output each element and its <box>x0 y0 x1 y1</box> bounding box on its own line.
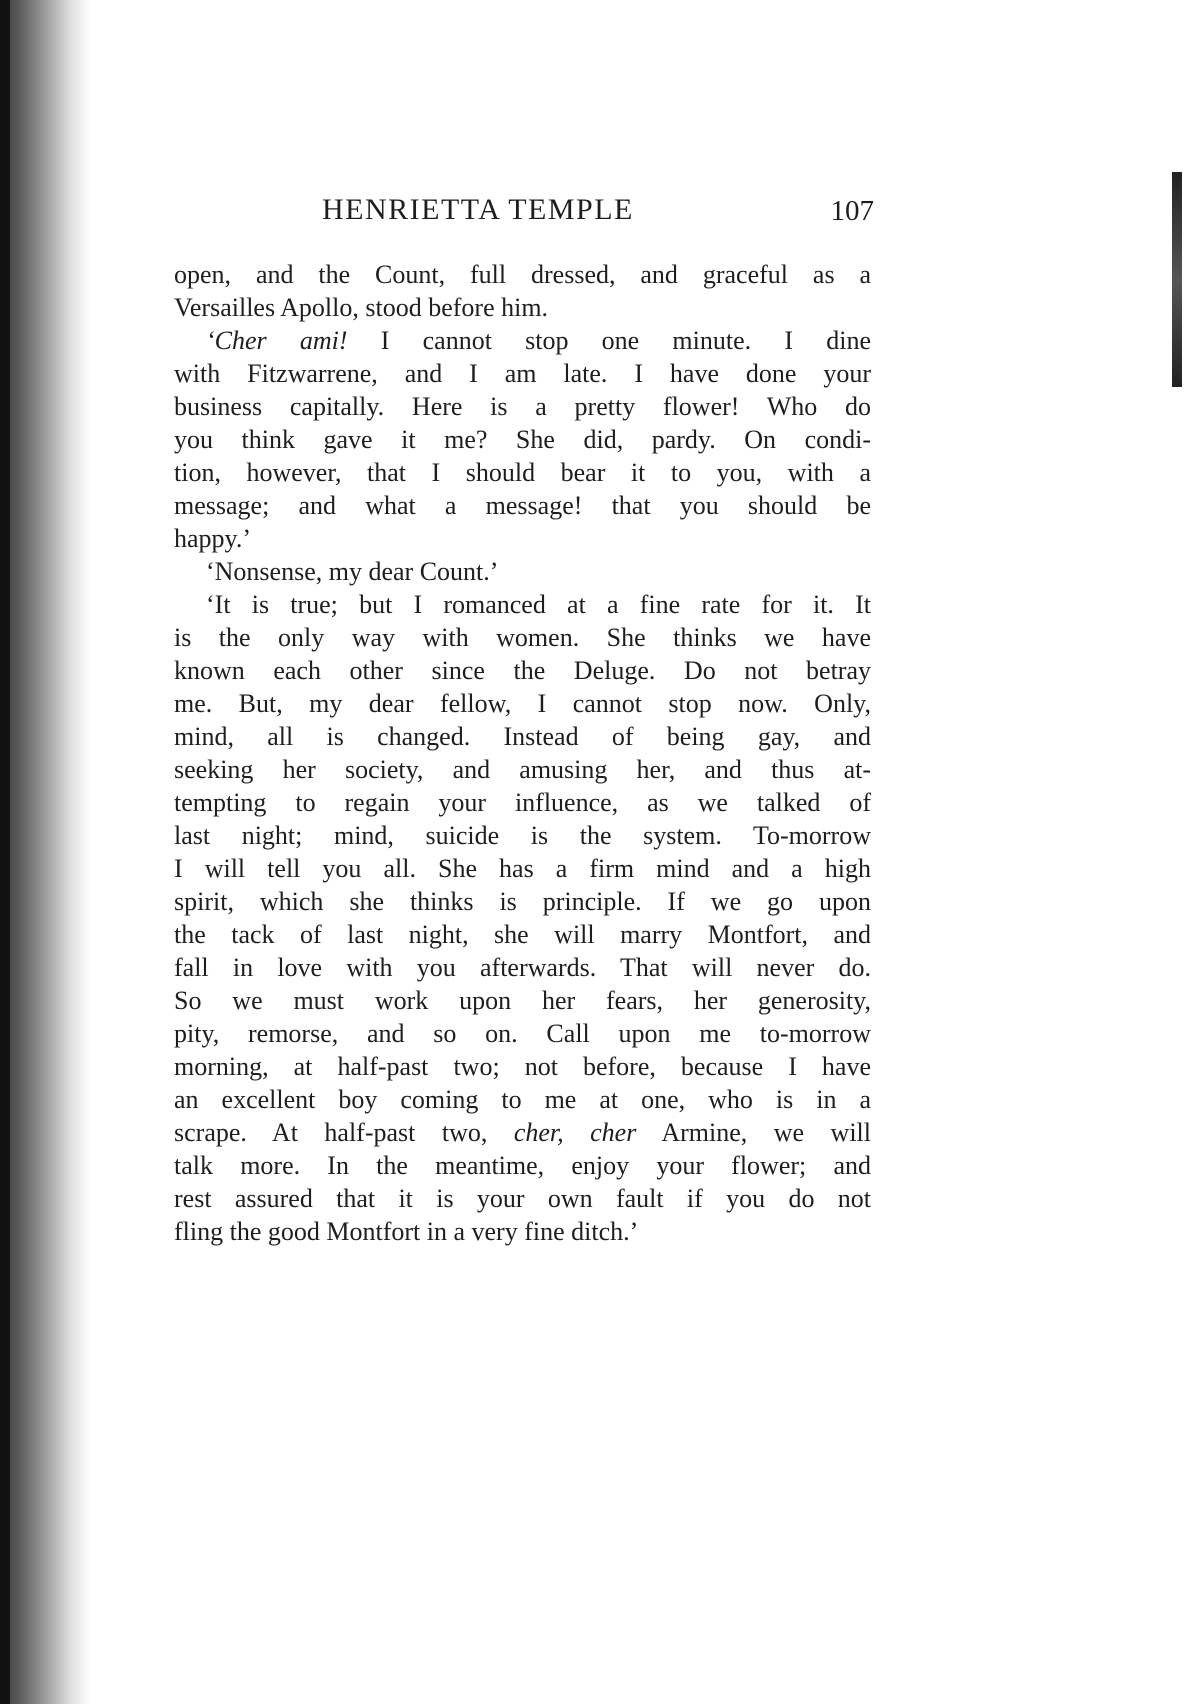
text-line <box>174 390 871 423</box>
text-line <box>174 621 871 654</box>
line-text: rest assured that it is your own fault if you do not <box>174 1184 871 1213</box>
text-line <box>174 852 871 885</box>
line-text: mind, all is changed. Instead of being gay, and <box>174 722 871 751</box>
text-line <box>174 357 871 390</box>
line-text: fling the good Montfort in a very fine ditch.’ <box>174 1217 639 1246</box>
line-text: me. But, my dear fellow, I cannot stop now. Only, <box>174 689 871 718</box>
line-text: So we must work upon her fears, her generosity, <box>174 986 871 1015</box>
binding-edge <box>0 0 10 1704</box>
line-text: open, and the Count, full dressed, and graceful as a <box>174 260 871 289</box>
text-line <box>174 951 871 984</box>
text-line <box>174 588 871 621</box>
text-line <box>174 1116 871 1149</box>
text-line <box>174 918 871 951</box>
text-line <box>174 456 871 489</box>
line-text: tion, however, that I should bear it to you, with a <box>174 458 871 487</box>
text-line <box>174 1050 871 1083</box>
line-text: you think gave it me? She did, pardy. On condi- <box>174 425 871 454</box>
line-text: an excellent boy coming to me at one, who is in a <box>174 1085 871 1114</box>
text-line <box>174 885 871 918</box>
line-text: known each other since the Deluge. Do not betray <box>174 656 871 685</box>
text-line <box>174 489 871 522</box>
text-line <box>174 1149 871 1182</box>
line-text: tempting to regain your influence, as we talked of <box>174 788 871 817</box>
line-text: ‘It is true; but I romanced at a fine rate for it. It <box>206 590 871 619</box>
text-line <box>174 819 871 852</box>
text-line <box>174 984 871 1017</box>
italic-text: ‘Cher ami! <box>206 326 348 355</box>
running-head <box>174 193 874 233</box>
text-line <box>174 555 871 588</box>
body-text <box>174 258 871 1248</box>
binding-shadow <box>0 0 90 1704</box>
line-text: Armine, we will <box>636 1118 871 1147</box>
line-text: morning, at half-past two; not before, because I have <box>174 1052 871 1081</box>
line-text: Versailles Apollo, stood before him. <box>174 293 549 322</box>
line-text: scrape. At half-past two, <box>174 1118 514 1147</box>
line-text: pity, remorse, and so on. Call upon me to-morrow <box>174 1019 871 1048</box>
page-edge-mark <box>1172 172 1182 387</box>
italic-text: cher, cher <box>513 1118 637 1147</box>
text-line <box>174 753 871 786</box>
line-text: last night; mind, suicide is the system. To-morrow <box>174 821 871 850</box>
text-line <box>174 522 871 555</box>
text-line <box>174 258 871 291</box>
line-text: I cannot stop one minute. I dine <box>347 326 871 355</box>
text-line <box>174 786 871 819</box>
line-text: happy.’ <box>174 524 252 553</box>
line-text: message; and what a message! that you should be <box>174 491 871 520</box>
line-text: ‘Nonsense, my dear Count.’ <box>206 557 499 586</box>
text-line <box>174 324 871 357</box>
text-line <box>174 1083 871 1116</box>
line-text: seeking her society, and amusing her, and thus at- <box>174 755 871 784</box>
line-text: spirit, which she thinks is principle. If we go upon <box>174 887 871 916</box>
text-line <box>174 1017 871 1050</box>
text-line <box>174 687 871 720</box>
text-line <box>174 1215 871 1248</box>
text-line <box>174 423 871 456</box>
line-text: with Fitzwarrene, and I am late. I have done your <box>174 359 871 388</box>
text-line <box>174 1182 871 1215</box>
line-text: is the only way with women. She thinks we have <box>174 623 871 652</box>
text-line <box>174 654 871 687</box>
text-line <box>174 291 871 324</box>
line-text: talk more. In the meantime, enjoy your flower; and <box>174 1151 871 1180</box>
line-text: the tack of last night, she will marry Montfort, and <box>174 920 871 949</box>
page-number: 107 <box>830 195 874 227</box>
running-head-title: HENRIETTA TEMPLE <box>322 193 634 226</box>
line-text: business capitally. Here is a pretty flower! Who do <box>174 392 871 421</box>
line-text: fall in love with you afterwards. That will never do. <box>174 953 871 982</box>
line-text: I will tell you all. She has a firm mind and a high <box>174 854 871 883</box>
text-line <box>174 720 871 753</box>
